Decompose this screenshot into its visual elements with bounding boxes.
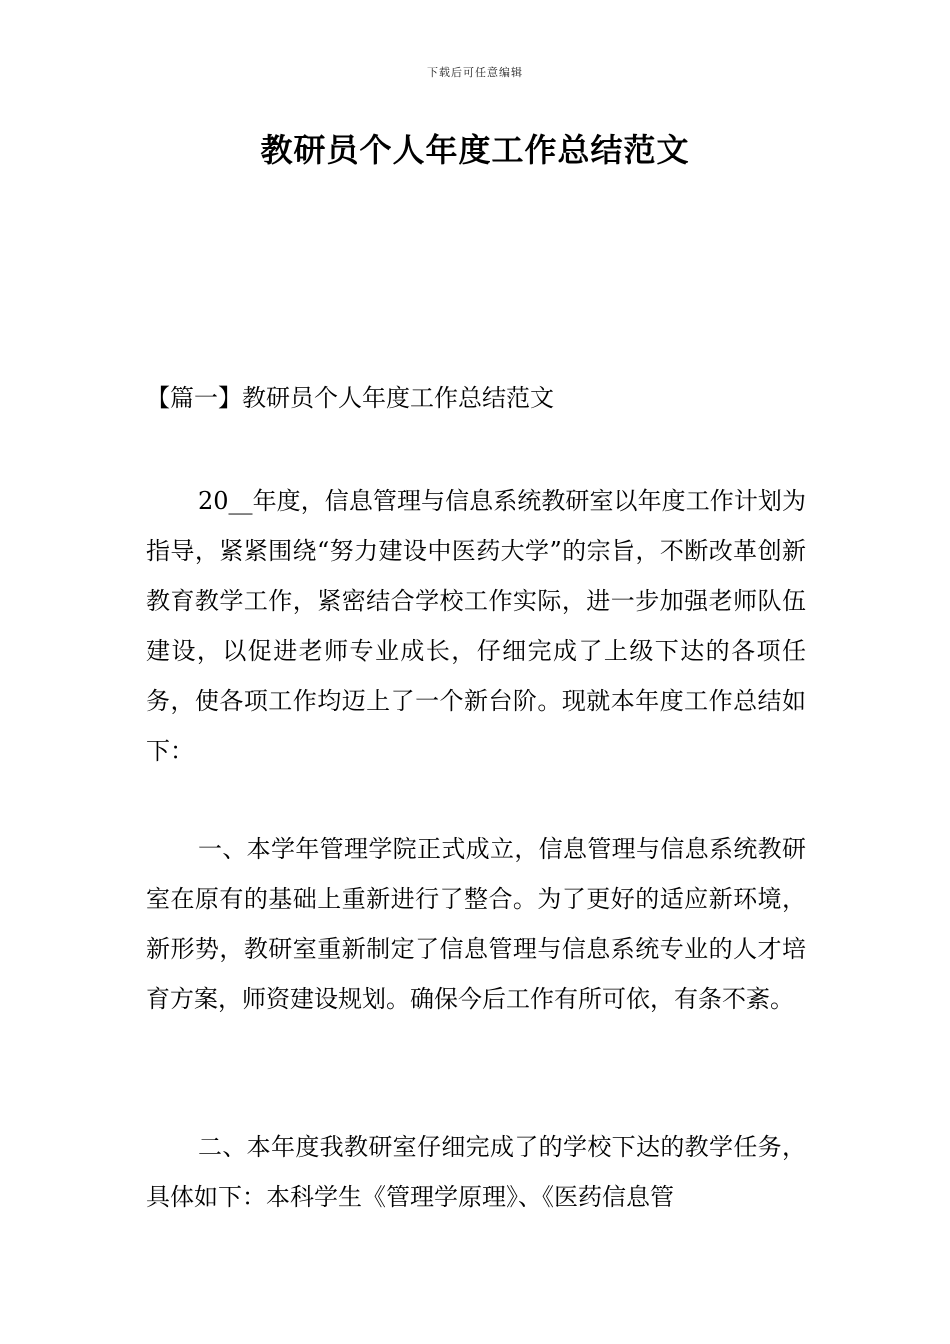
page-title: 教研员个人年度工作总结范文 (260, 131, 690, 169)
paragraph-item-2: 二、本年度我教研室仔细完成了的学校下达的教学任务，具体如下：本科学生《管理学原理》、《医药信息管 (146, 1133, 806, 1211)
header-note: 下载后可任意编辑 (427, 66, 523, 79)
section-heading: 【篇一】教研员个人年度工作总结范文 (146, 384, 554, 412)
paragraph-item-1: 一、本学年管理学院正式成立，信息管理与信息系统教研室在原有的基础上重新进行了整合。为了更好的适应新环境，新形势，教研室重新制定了信息管理与信息系统专业的人才培育方案，师资建设规划。确保今后工作有所可依，有条不紊。 (146, 835, 806, 1013)
paragraph-intro: 20__年度，信息管理与信息系统教研室以年度工作计划为指导，紧紧围绕“努力建设中医药大学”的宗旨，不断改革创新教育教学工作，紧密结合学校工作实际，进一步加强老师队伍建设，以促进老师专业成长，仔细完成了上级下达的各项任务，使各项工作均迈上了一个新台阶。现就本年度工作总结如下： (146, 487, 806, 765)
